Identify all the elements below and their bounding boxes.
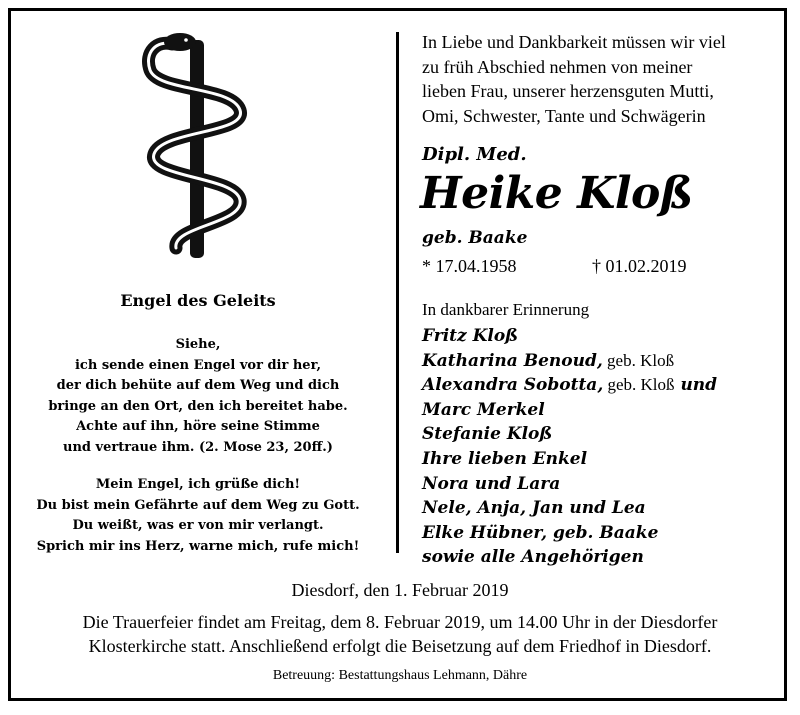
mourner-item: sowie alle Angehörigen xyxy=(422,547,644,568)
academic-title: Dipl. Med. xyxy=(422,144,527,165)
funeral-notice-line: Klosterkirche statt. Anschließend erfolgt die Beisetzung auf dem Friedhof in Diesdorf. xyxy=(88,636,712,656)
mourner-item: Stefanie Kloß xyxy=(422,424,553,445)
funeral-notice-line: Die Trauerfeier findet am Freitag, dem 8. Februar 2019, um 14.00 Uhr in der Diesdorfer xyxy=(82,612,718,632)
poem-line: Mein Engel, ich grüße dich! xyxy=(95,477,301,492)
poem-line: Du weißt, was er von mir verlangt. xyxy=(72,518,324,533)
mourner-item: Nele, Anja, Jan und Lea xyxy=(422,498,646,519)
mourner-item: Marc Merkel xyxy=(422,399,545,420)
poem-title: Engel des Geleits xyxy=(120,291,276,310)
birth-date: * 17.04.1958 xyxy=(422,256,517,276)
place-and-date: Diesdorf, den 1. Februar 2019 xyxy=(291,580,509,600)
mourner-item: Katharina Benoud, geb. Kloß xyxy=(422,350,675,371)
intro-line: lieben Frau, unserer herzensguten Mutti, xyxy=(422,81,714,101)
mourner-item: Elke Hübner, geb. Baake xyxy=(422,522,659,543)
birth-name: geb. Baake xyxy=(422,228,528,248)
poem-line: und vertraue ihm. (2. Mose 23, 20ff.) xyxy=(63,439,333,455)
poem-stanza-2 xyxy=(18,475,378,557)
remembrance-line: In dankbarer Erinnerung xyxy=(422,300,590,319)
mourner-item: Ihre lieben Enkel xyxy=(422,448,588,469)
intro-text xyxy=(422,30,772,128)
mourner-item: Alexandra Sobotta, geb. Kloß und xyxy=(422,375,718,396)
intro-line: Omi, Schwester, Tante und Schwägerin xyxy=(422,105,706,126)
mourners-list xyxy=(422,324,717,570)
poem-stanza-1 xyxy=(18,335,378,458)
poem-line: Achte auf ihn, höre seine Stimme xyxy=(76,419,320,434)
intro-line: In Liebe und Dankbarkeit müssen wir viel xyxy=(422,32,726,52)
death-date: † 01.02.2019 xyxy=(592,256,687,276)
poem-line: der dich behüte auf dem Weg und dich xyxy=(56,378,340,393)
column-divider xyxy=(396,32,399,553)
poem-line: ich sende einen Engel vor dir her, xyxy=(74,357,321,373)
poem-line: Siehe, xyxy=(175,337,221,352)
poem-line: bringe an den Ort, den ich bereitet habe. xyxy=(48,398,348,414)
mourner-item: Nora und Lara xyxy=(422,473,561,494)
mourner-item: Fritz Kloß xyxy=(422,326,519,346)
deceased-name: Heike Kloß xyxy=(420,168,693,219)
intro-line: zu früh Abschied nehmen von meiner xyxy=(422,56,693,77)
poem-line: Du bist mein Gefährte auf dem Weg zu Gott. xyxy=(36,497,360,513)
undertaker-credit: Betreuung: Bestattungshaus Lehmann, Dähre xyxy=(272,668,528,683)
staff-of-asclepius-icon xyxy=(132,30,262,260)
poem-line: Sprich mir ins Herz, warne mich, rufe mich! xyxy=(36,538,360,554)
funeral-notice xyxy=(0,610,800,658)
